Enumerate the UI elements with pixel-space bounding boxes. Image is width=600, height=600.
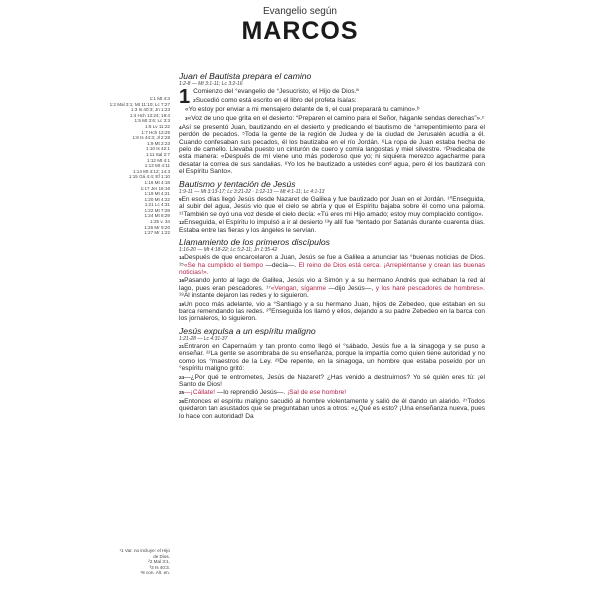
footnote: ⁴8 con. Alt. en. [140, 570, 170, 576]
cross-reference: 1:15 Gá 4:4; Ef 1:10 [128, 174, 170, 180]
cross-reference: 1:22 Mt 7:28 [144, 207, 170, 213]
verse-text: «Yo estoy por enviar a mi mensajero delante de ti, el cual preparará tu camino».ᵇ [185, 106, 420, 114]
verse-number: 9 [179, 196, 182, 202]
verse-text: —lo reprendió Jesús—. [215, 389, 288, 397]
cross-reference: 1:26 Mr 9:20 [144, 224, 170, 230]
cross-reference: 1:10 Is 42:1 [145, 146, 170, 152]
chapter-number: 1 [179, 86, 191, 109]
verse-number: 14 [179, 255, 185, 261]
poetry-quote [179, 106, 485, 113]
cross-reference: 1:21 Lc 4:31 [144, 202, 170, 208]
words-of-jesus: El reino de Dios está cerca. ¡Arrepiéntanse y crean las buenas noticias!». [179, 261, 486, 276]
verse-text: —decía—. [263, 261, 299, 269]
cross-reference: 1:7 Hch 13:25 [141, 129, 170, 135]
verse-text: Así se presentó Juan, bautizando en el desierto y predicando el bautismo de °arrepentimiento para el perdón de pecados. ⁵Toda la gente de la región de Judea y de la ciudad de Jerusalén acudía a él. Cuando confesaban sus pecados, él los bautizaba en el río Jordán. ⁶La ropa de Juan estaba hecha de pelo de camello. Llevaba puesto un cinturón de cuero y comía langostas y miel silvestre. ⁷Predicaba de esta manera: «Después de mí viene uno más poderoso que yo; ni siquiera merezco agacharme para desatar la correa de sus sandalias. ⁸Yo los he bautizado a ustedes conᵈ agua, pero él los bautizará con el Espíritu Santo». [179, 123, 485, 176]
cross-reference: 1:25 v. 34 [150, 219, 170, 225]
verse-text: Entraron en Capernaúm y tan pronto como llegó el °sábado, Jesús fue a la sinagoga y se puso a enseñar. ²²La gente se asombraba de su enseñanza, porque la impartía como quien tiene autoridad y no como los °maestros de la Ley. ²³De repente, en la sinagoga, un hombre que estaba poseído por un °espíritu maligno gritó: [179, 342, 485, 373]
book-title: MARCOS [241, 17, 359, 45]
verse-number: 26 [179, 398, 185, 404]
verse-text: Entonces el espíritu maligno sacudió al hombre violentamente y salió de él dando un alarido. ²⁷Todos quedaron tan asustados que se preguntaban unos a otros: «¿Qué es esto? ¡Una enseñanza nueva, pues lo hace con autoridad! Da [179, 397, 485, 420]
cross-reference: 1:19 Mt 4:21 [144, 191, 170, 197]
verse-text: En esos días llegó Jesús desde Nazaret de Galilea y fue bautizado por Juan en el Jordán. ¹⁰Enseguida, al subir del agua, Jesús vio que el cielo se abría y que el Espíritu bajaba sobre él como una paloma. ¹¹También se oyó una voz desde el cielo decía: «Tú eres mi Hijo amado; estoy muy complacido contigo». [179, 195, 485, 218]
verse-text: Pasando junto al lago de Galilea, Jesús vio a Simón y a su hermano Andrés que echaban la red al lago, pues eran pescadores. ¹⁷ [179, 277, 485, 292]
verse-number: 19 [179, 301, 185, 307]
verse-number: 21 [179, 343, 185, 349]
verse-number: 2 [193, 97, 196, 103]
words-of-jesus: «Se ha cumplido el tiempo [183, 261, 264, 269]
cross-reference: 1:16 Mt 4:18 [144, 179, 170, 185]
verse-paragraph [179, 196, 485, 218]
verse-number: 25 [179, 390, 185, 396]
verse-paragraph [179, 301, 485, 323]
verse-number: 16 [179, 278, 185, 284]
parallel-references: 1:2-8 — Mt 3:1-11; Lc 3:2-16 [179, 81, 243, 87]
cross-reference: 1:5 Mt 3:6; Lc 3:3 [134, 118, 170, 124]
cross-reference: 1:9 Mt 2:23 [147, 140, 170, 146]
book-subtitle: Evangelio según [263, 6, 337, 17]
verse-paragraph [179, 389, 485, 396]
scripture-text [179, 68, 485, 420]
section-heading: Jesús expulsa a un espíritu maligno [179, 325, 316, 336]
footnote: ³3 Is 40:3. [149, 564, 170, 570]
cross-reference: 1:20 Mt 4:22 [144, 196, 170, 202]
verse-text: Sucedió como está escrito en el libro del profeta Isaías: [195, 96, 357, 104]
cross-reference: 1:2 Mal 3:1; Mt 11:10; Lc 7:27 [109, 101, 170, 107]
verse-number: 24 [179, 374, 185, 380]
footnotes [114, 548, 170, 576]
verse-paragraph [179, 398, 485, 420]
words-of-jesus: y los haré pescadores de hombres». [375, 284, 485, 292]
parallel-references: 1:9-11 — Mt 3:13-17; Lc 3:21-22 · 1:12-13 — Mt 4:1-11; Lc 4:1-13 [179, 188, 325, 195]
verse-paragraph [179, 254, 485, 276]
verse-text: Después de que encarcelaron a Juan, Jesús se fue a Galilea a anunciar las °buenas noticias de Dios. ¹⁵ [179, 254, 485, 269]
cross-reference: 1:13 Mt 4:11 [144, 163, 170, 169]
cross-reference-column [96, 96, 170, 236]
verse-number: 3 [185, 116, 188, 122]
verse-paragraph [179, 97, 485, 104]
cross-reference: 1:6 Lv 11:22 [145, 123, 170, 129]
verse-number: 4 [179, 124, 182, 130]
words-of-jesus: ¡Sal de ese hombre! [287, 389, 347, 397]
verse-paragraph [179, 277, 485, 299]
cross-reference: 1:24 Mt 8:29 [144, 213, 170, 219]
poetry-quote [179, 115, 485, 122]
words-of-jesus: —¡Cállate! [184, 389, 216, 397]
cross-reference: 1:27 Mr 1:22 [144, 230, 170, 236]
cross-reference: 1:14 Mt 4:12; 14:3 [132, 168, 170, 174]
section-heading: Juan el Bautista prepara el camino [179, 71, 312, 81]
verse-text: Comienzo del °evangelio de °Jesucristo, el Hijo de Dios.ª [193, 88, 359, 96]
verse-text: —dijo Jesús—, [325, 284, 376, 292]
verse-paragraph [179, 219, 485, 234]
cross-reference: 1:8 Is 44:3; Jl 2:28 [132, 135, 170, 141]
parallel-references: 1:21-28 — Lc 4:31-37 [179, 335, 228, 342]
verse-text: Enseguida, el Espíritu lo impulsó a ir al desierto ¹³y allí fue °tentado por Satanás durante cuarenta días. Estaba entre las fieras y los ángeles le servían. [179, 219, 485, 234]
verse-paragraph [179, 343, 485, 373]
section-heading: Llamamiento de los primeros discípulos [179, 236, 330, 247]
verse-text: Un poco más adelante, vio a °Santiago y a su hermano Juan, hijos de Zebedeo, que estaban en su barca remendando las redes. ²⁰Enseguida los llamó y ellos, dejando a su padre Zebedeo en la barca con los jornaleros, lo siguieron. [179, 300, 485, 323]
cross-reference: 1:12 Mt 4:1 [147, 157, 170, 163]
verse-text: «Voz de uno que grita en el desierto: “Preparen el camino para el Señor, háganle sendas derechas”».ᶜ [187, 115, 485, 123]
parallel-references: 1:16-20 — Mt 4:18-22; Lc 5:2-11; Jn 1:35-42 [179, 246, 278, 253]
words-of-jesus: «Vengan, síganme [270, 284, 326, 292]
footnote: ¹1 Var. no incluye: el Hijo de Dios. [119, 548, 170, 559]
verse-paragraph [179, 374, 485, 389]
cross-reference: 1:1 Mt 4:3 [149, 96, 170, 101]
verse-number: 12 [179, 220, 185, 226]
cross-reference: 1:11 Sal 2:7 [145, 151, 170, 157]
footnote: ²2 Mal 3:1. [148, 559, 170, 565]
verse-paragraph [179, 124, 485, 176]
verse-text: —¿Por qué te entrometes, Jesús de Nazaret? ¿Has venido a destruirnos? Yo sé quién eres tú: ¡el Santo de Dios! [179, 373, 485, 388]
section-heading: Bautismo y tentación de Jesús [179, 178, 296, 189]
cross-reference: 1:3 Is 40:3; Jn 1:23 [130, 107, 170, 113]
verse-text: ¹⁸Al instante dejaron las redes y lo siguieron. [179, 292, 309, 300]
cross-reference: 1:4 Hch 13:24; 19:4 [129, 112, 170, 118]
cross-reference: 1:17 Jer 16:16 [140, 185, 170, 191]
